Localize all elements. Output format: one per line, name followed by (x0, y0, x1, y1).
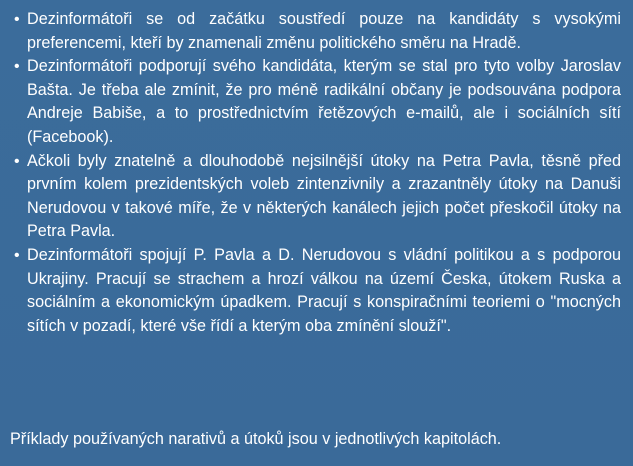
bullet-item (10, 55, 621, 149)
bullet-item (10, 244, 621, 338)
bullet-dot-icon: • (14, 246, 20, 264)
bullet-text: Ačkoli byly znatelně a dlouhodobě nejsilnější útoky na Petra Pavla, těsně před prvním kolem prezidentských voleb zintenzivnily a zrazantněly útoky na Danuši Nerudovou v takové míře, že v některých kanálech jejich počet přeskočil útoky na Petra Pavla. (27, 151, 621, 241)
footer-note: Příklady používaných narativů a útoků jsou v jednotlivých kapitolách. (10, 430, 502, 448)
bullet-dot-icon: • (14, 58, 20, 76)
bullet-text: Dezinformátoři se od začátku soustředí pouze na kandidáty s vysokými preferencemi, kteří by znamenali změnu politického směru na Hradě. (27, 10, 621, 52)
bullet-item (10, 8, 621, 55)
bullet-text: Dezinformátoři podporují svého kandidáta, kterým se stal pro tyto volby Jaroslav Bašta. Je třeba ale zmínit, že pro méně radikální občany je podsouvána podpora Andreje Babiše, a to prostřednictvím řetězových e-mailů, ale i sociálních sítí (Facebook). (27, 57, 621, 146)
bullet-text: Dezinformátoři spojují P. Pavla a D. Nerudovou s vládní politikou a s podporou Ukrajiny. Pracují se strachem a hrozí válkou na území Česka, útokem Ruska a sociálním a ekonomickým úpadkem. Pracují s konspiračními teoriemi o "mocných sítích v pozadí, které vše řídí a kterým oba zmínění slouží". (27, 245, 621, 335)
bullet-dot-icon: • (14, 11, 20, 28)
bullet-item (10, 150, 621, 244)
bullet-list (10, 8, 621, 338)
bullet-dot-icon: • (14, 152, 20, 170)
